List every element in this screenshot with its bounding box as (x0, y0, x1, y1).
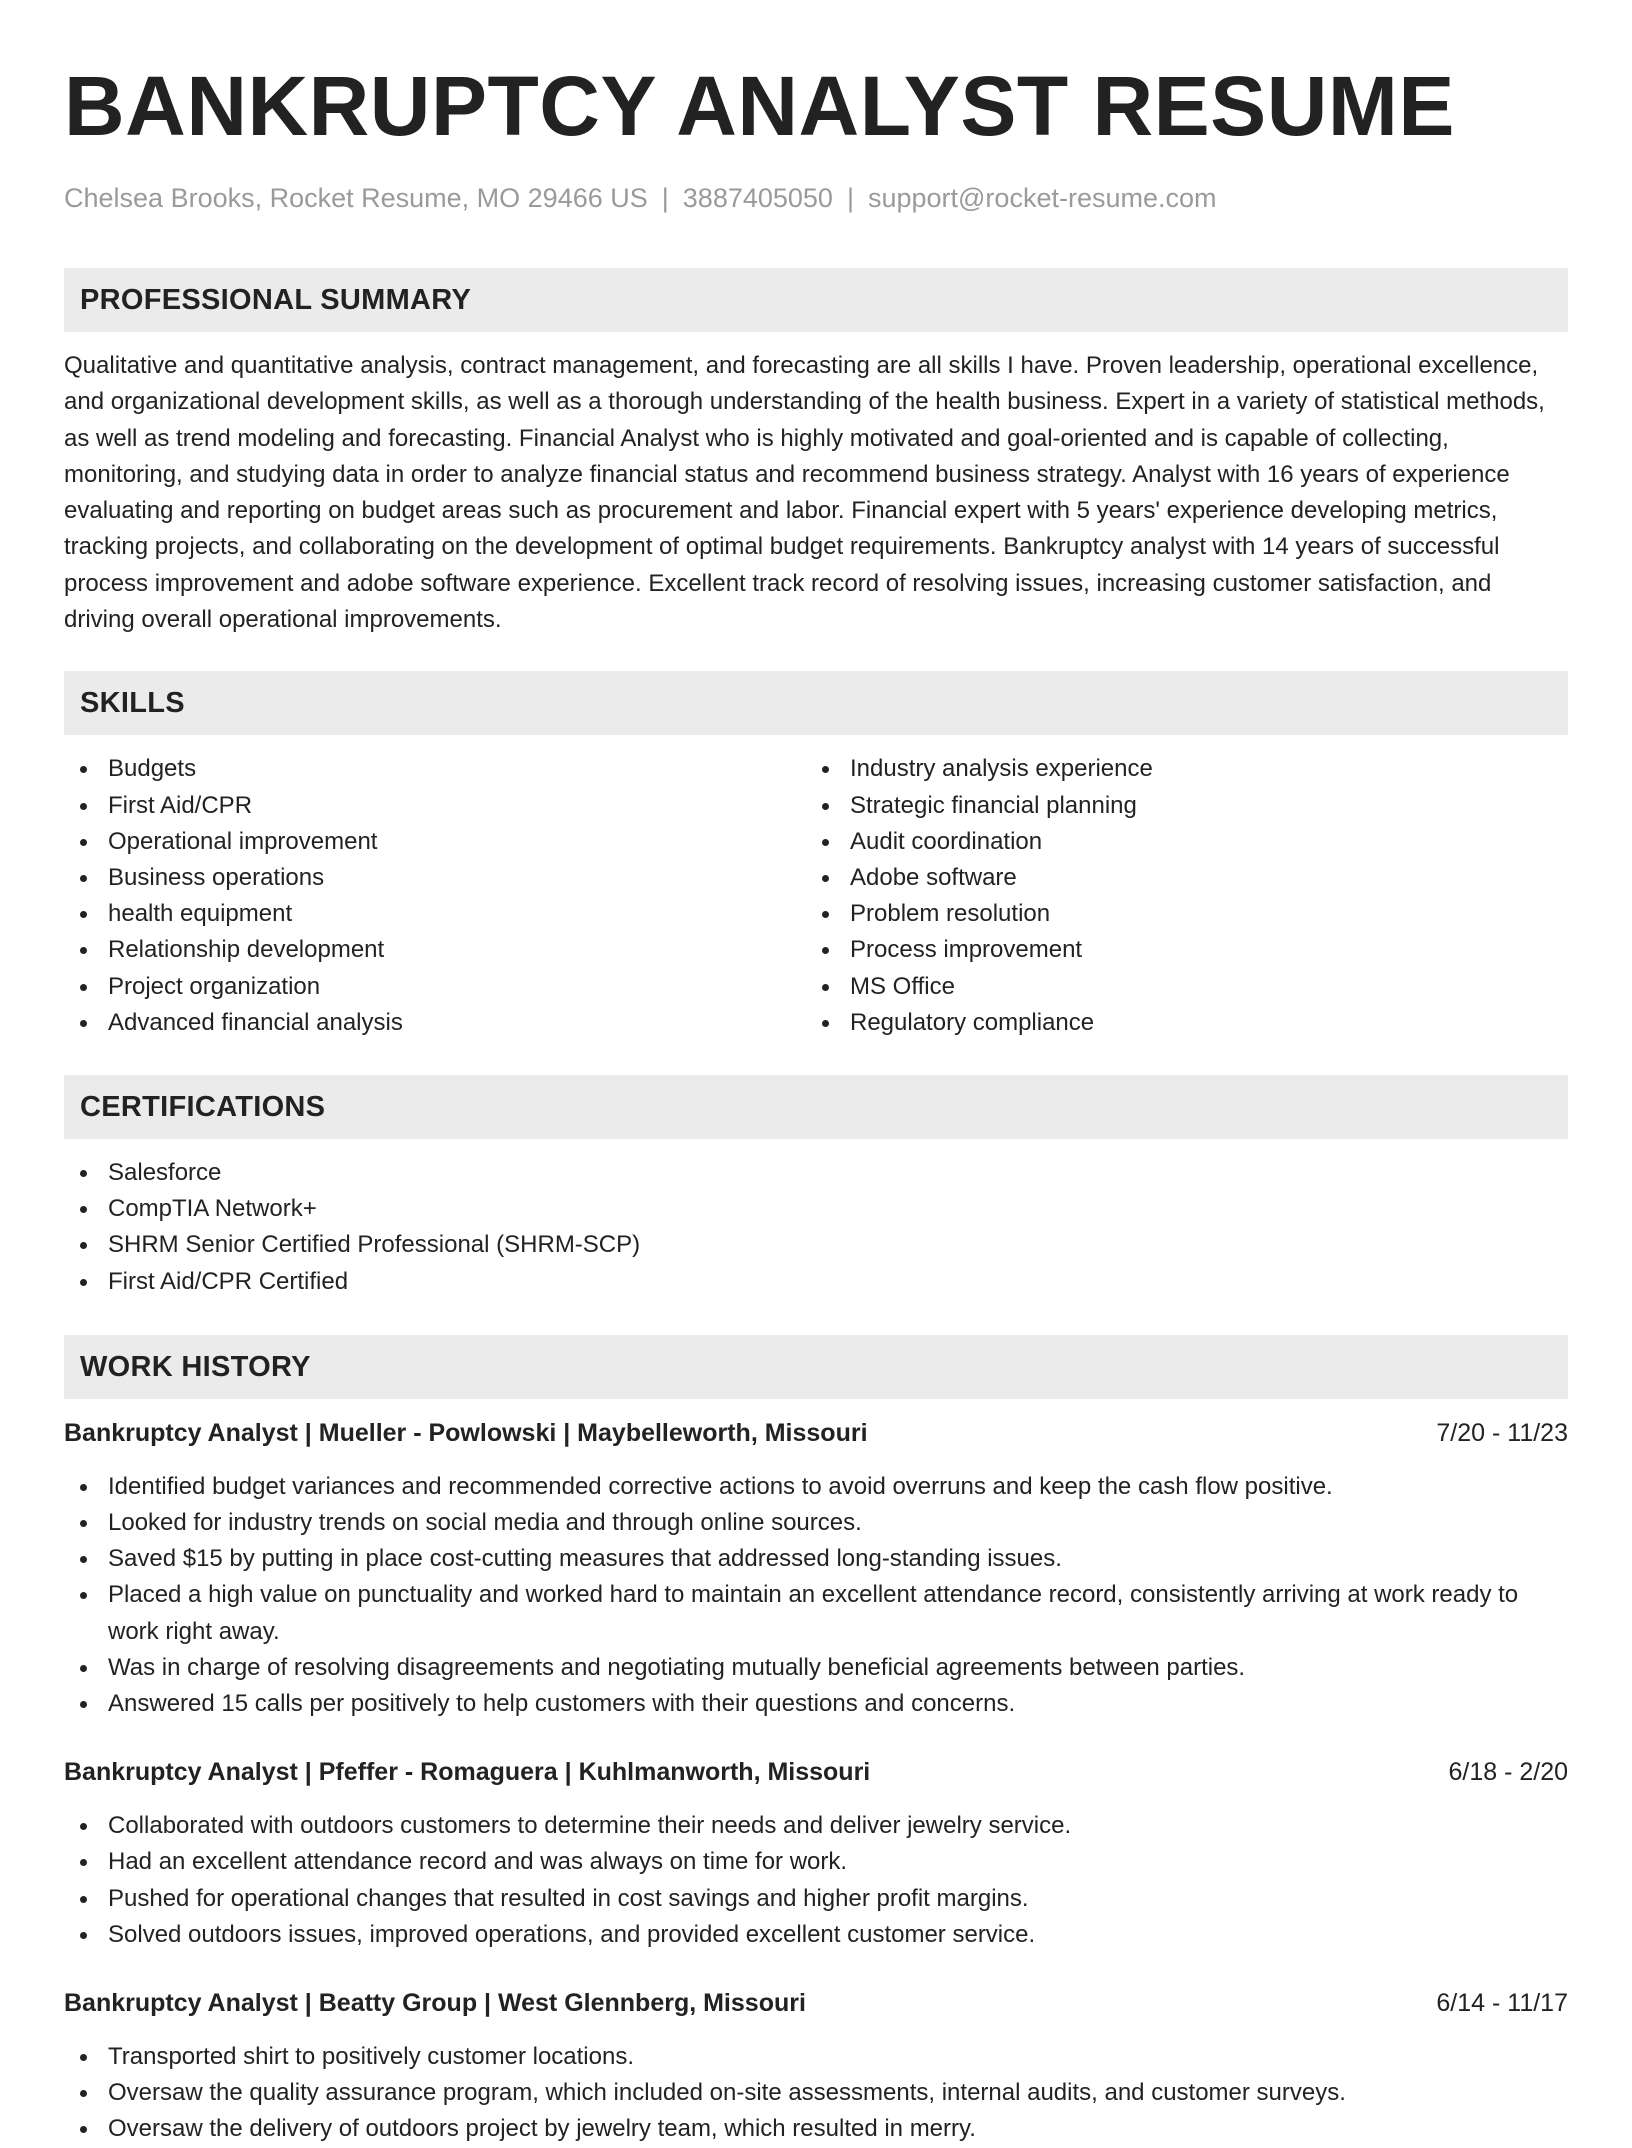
skill-item: Relationship development (64, 932, 806, 968)
job-entry (64, 1754, 1568, 1953)
job-title: Bankruptcy Analyst | Beatty Group | West Glennberg, Missouri (64, 1989, 806, 2018)
summary-text: Qualitative and quantitative analysis, contract management, and forecasting are all skills I have. Proven leadership, operational excellence, and organizational development skills, as well as a thorough understanding of the health business. Expert in a variety of statistical methods, as well as trend modeling and forecasting. Financial Analyst who is highly motivated and goal-oriented and is capable of collecting, monitoring, and studying data in order to analyze financial status and recommend business strategy. Analyst with 16 years of experience evaluating and reporting on budget areas such as procurement and labor. Financial expert with 5 years' experience developing metrics, tracking projects, and collaborating on the development of optimal budget requirements. Bankruptcy analyst with 14 years of successful process improvement and adobe software experience. Excellent track record of resolving issues, increasing customer satisfaction, and driving overall operational improvements. (64, 352, 1545, 634)
job-bullet: Identified budget variances and recommended corrective actions to avoid overruns and keep the cash flow positive. (64, 1469, 1568, 1505)
resume-page (64, 0, 1568, 2148)
skill-item: Operational improvement (64, 824, 806, 860)
job-bullet: Oversaw the quality assurance program, which included on-site assessments, internal audits, and customer surveys. (64, 2075, 1568, 2111)
job-dates: 7/20 - 11/23 (1436, 1418, 1568, 1447)
certifications-list (64, 1155, 1568, 1300)
job-bullet: Oversaw the delivery of outdoors project by jewelry team, which resulted in merry. (64, 2111, 1568, 2147)
job-header (64, 1415, 1568, 1451)
skill-item: Regulatory compliance (806, 1005, 1548, 1041)
skill-item: MS Office (806, 969, 1548, 1005)
contact-separator: | (846, 183, 854, 213)
certification-item: Salesforce (64, 1155, 1568, 1191)
summary-heading: PROFESSIONAL SUMMARY (64, 268, 1568, 332)
certifications-heading: CERTIFICATIONS (64, 1075, 1568, 1139)
work-history-heading: WORK HISTORY (64, 1335, 1568, 1399)
job-bullet: Solved outdoors issues, improved operations, and provided excellent customer service. (64, 1917, 1568, 1953)
skill-item: Advanced financial analysis (64, 1005, 806, 1041)
skill-item: Project organization (64, 969, 806, 1005)
certification-item: First Aid/CPR Certified (64, 1264, 1568, 1300)
job-bullet: Collaborated with outdoors customers to determine their needs and deliver jewelry service. (64, 1808, 1568, 1844)
job-bullet: Placed a high value on punctuality and worked hard to maintain an excellent attendance record, consistently arriving at work ready to work right away. (64, 1577, 1568, 1649)
skill-item: Problem resolution (806, 896, 1548, 932)
job-bullet: Looked for industry trends on social media and through online sources. (64, 1505, 1568, 1541)
job-entry (64, 1985, 1568, 2148)
certification-item: SHRM Senior Certified Professional (SHRM-SCP) (64, 1227, 1568, 1263)
job-entry (64, 1415, 1568, 1722)
job-bullet: Was in charge of resolving disagreements and negotiating mutually beneficial agreements between parties. (64, 1650, 1568, 1686)
skills-heading: SKILLS (64, 671, 1568, 735)
job-dates: 6/14 - 11/17 (1436, 1989, 1568, 2018)
contact-phone: 3887405050 (682, 183, 833, 213)
skill-item: Business operations (64, 860, 806, 896)
job-bullets (64, 2039, 1568, 2148)
job-header (64, 1754, 1568, 1790)
skill-item: Audit coordination (806, 824, 1548, 860)
skill-item: Process improvement (806, 932, 1548, 968)
job-bullet: Had an excellent attendance record and was always on time for work. (64, 1844, 1568, 1880)
job-bullet: Pushed for operational changes that resulted in cost savings and higher profit margins. (64, 1881, 1568, 1917)
job-title: Bankruptcy Analyst | Mueller - Powlowski | Maybelleworth, Missouri (64, 1418, 868, 1447)
contact-address: Chelsea Brooks, Rocket Resume, MO 29466 US (64, 183, 648, 213)
skill-item: Industry analysis experience (806, 751, 1548, 787)
job-dates: 6/18 - 2/20 (1448, 1758, 1568, 1787)
job-header (64, 1985, 1568, 2021)
skill-item: health equipment (64, 896, 806, 932)
job-bullets (64, 1469, 1568, 1722)
job-bullet: Transported shirt to positively customer locations. (64, 2039, 1568, 2075)
contact-separator: | (661, 183, 669, 213)
job-bullets (64, 1808, 1568, 1953)
skill-item: First Aid/CPR (64, 788, 806, 824)
skills-right-list (806, 751, 1548, 1041)
contact-line (64, 178, 1568, 218)
contact-email: support@rocket-resume.com (867, 183, 1217, 213)
skill-item: Adobe software (806, 860, 1548, 896)
skills-grid (64, 751, 1568, 1041)
skill-item: Budgets (64, 751, 806, 787)
skill-item: Strategic financial planning (806, 788, 1548, 824)
job-title: Bankruptcy Analyst | Pfeffer - Romaguera | Kuhlmanworth, Missouri (64, 1758, 871, 1787)
job-bullet: Saved $15 by putting in place cost-cutting measures that addressed long-standing issues. (64, 1541, 1568, 1577)
skills-left-list (64, 751, 806, 1041)
resume-title: BANKRUPTCY ANALYST RESUME (64, 59, 1455, 153)
job-bullet: Answered 15 calls per positively to help customers with their questions and concerns. (64, 1686, 1568, 1722)
certification-item: CompTIA Network+ (64, 1191, 1568, 1227)
